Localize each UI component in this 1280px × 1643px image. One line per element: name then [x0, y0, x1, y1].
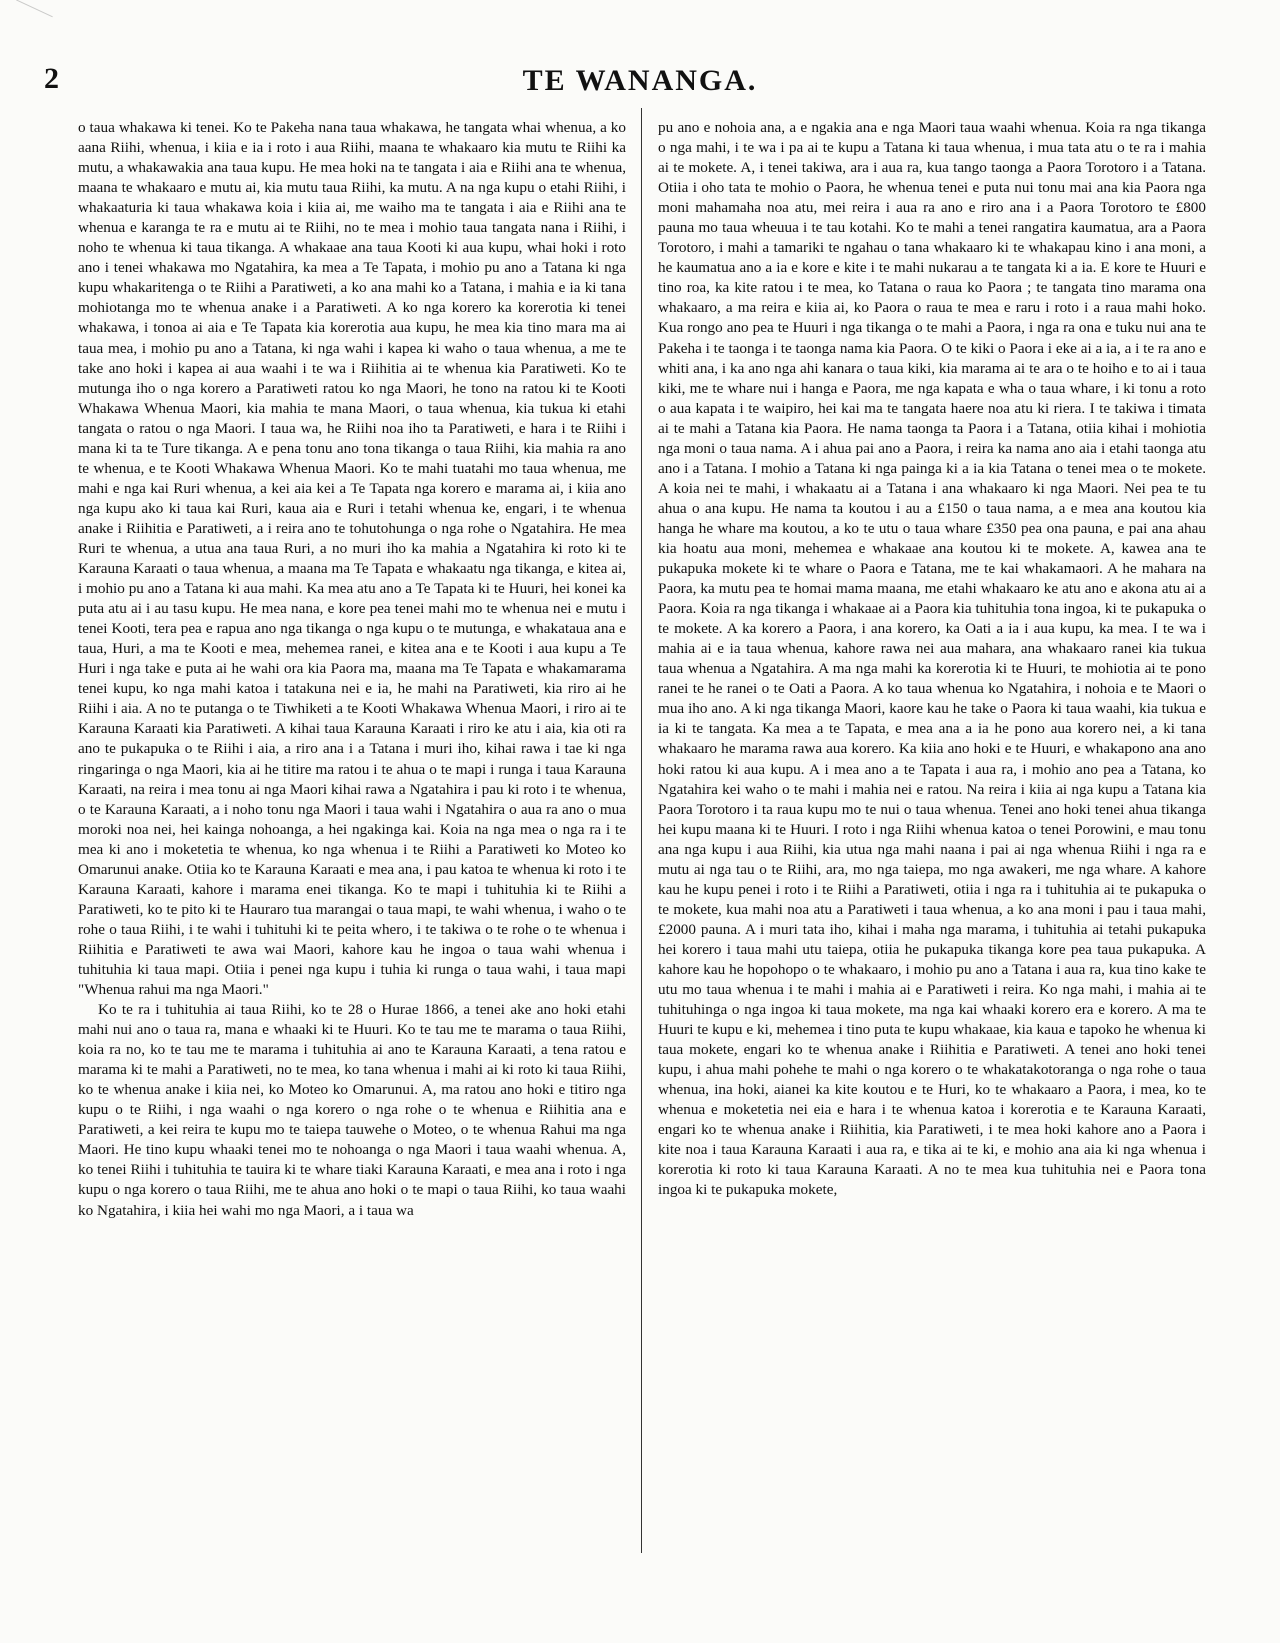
newspaper-title: TE WANANGA. — [522, 64, 758, 97]
page-corner-mark — [0, 0, 53, 54]
right-column — [658, 118, 1206, 1548]
left-paragraph: o taua whakawa ki tenei. Ko te Pakeha nana taua whakawa, he tangata whai whenua, a ko aana Riihi, whenua, i kiia e ia i roto i aua Riihi, maana te whakaaro kia mutu te Riihi ka mutu, a whakawakia ana taua kupu. He mea hoki na te tangata i aia e Riihi ana te whenua, maana te whakaaro e mutu ai, kia mutu taua Riihi, ka mutu. A na nga kupu o etahi Riihi, i whakaaturia ki taua whakawa koia i kiia ai, me waiho ma te tangata i aia e Riihi ana te whenua e karanga te ra e mutu ai te Riihi, no te mea i mohio taua tangata nana i Riihi, i noho te whenua ki taua tikanga. A whakaae ana taua Kooti ki aua kupu, whai hoki i roto ano i tenei whakawa mo Ngatahira, ka mea a Te Tapata, i mohio pu ano a Tatana ki nga kupu whakaritenga o te Riihi a Paratiweti, a ko ana mahi ko a Tatana, i mahia e ia ki tana mohiotanga mo te whenua anake i a Paratiweti. A ko nga korero ka korerotia ki tenei whakawa, i tonoa ai aia e Te Tapata kia korerotia aua kupu, he mea kia tino mara ma ai taua mea, i mohio pu ano a Tatana, ki nga wahi i kapea ki waho o taua whenua, a me te take ano hoki i kapea ai aua waahi i te wa i Riihitia ai te whenua kia Paratiweti. Ko te mutunga iho o nga korero a Paratiweti ratou ko nga Maori, he tono na ratou ki te Kooti Whakawa Whenua Maori, kia mahia te mana Maori, o taua whenua, kia tukua ki etahi tangata o ratou o nga Maori. I taua wa, he Riihi noa iho ta Paratiweti, e hara i te Riihi i mana ki ta te Ture tikanga. A e pena tonu ano tona tikanga o taua Riihi, kia mahia ra ano te whenua, e te Kooti Whakawa Whenua Maori. Ko te mahi tuatahi mo taua whenua, me mahi e nga kai Ruri whenua, a kei aia kei a Te Tapata nga korero e marama ai, i kiia ano nga kupu ako ki taua kai Ruri, kaua aia e Ruri i tetahi whenua ke, engari, i te whenua anake i Riihitia e Paratiweti, a i reira ano te tohutohunga o nga rohe o Ngatahira. He mea Ruri te whenua, a utua ana taua Ruri, a no muri iho ka mahia a Ngatahira ki roto ki te Karauna Karaati o taua whenua, a maana ma Te Tapata e whakaatu nga tikanga, e kitea ai, i mohio pu ano a Tatana ki aua mahi. Ka mea atu ano a Te Tapata ki te Huuri, hei konei ka puta atu ai i au tasu kupu. He mea nana, e kore pea tenei mahi mo te whenua nei e mutu i tenei Kooti, tera pea e rapua ano nga tikanga o nga kupu o te mutunga, e whakataua ana e taua, Huri, a ma te Kooti e mea, mehemea ranei, e kitea ana e te Kooti i aua kupu a Te Huri i nga take e puta ai he wahi ora kia Paora ma, maana ma Te Tapata e whakamarama tenei kupu, ko nga mahi katoa i tatakuna nei e ia, he mahi na Paratiweti, kia riro ai he Riihi i aia. A no te putanga o te Tiwhiketi a te Kooti Whakawa Whenua Maori, i riro ai te Karauna Karaati kia Paratiweti. A kihai taua Karauna Karaati i riro ke atu i aia, kia oti ra ano te pukapuka o te Riihi i aia, a riro ana i a Tatana i muri iho, kihai rawa i tae ki nga ringaringa o nga Maori, kia ai he titire ma ratou i te ahua o te mapi i runga i taua Karauna Karaati, na reira i mea tonu ai nga Maori kihai rawa a Ngatahira i pau ki roto i te whenua, o te Karauna Karaati, a i noho tonu nga Maori i taua wahi i Ngatahira o aua ra ano o mua moroki noa nei, hei kainga nohoanga, a hei ngakinga kai. Koia na nga mea o nga ra i te mea ki ano i moketetia te whenua, ko nga whenua i te Riihi a Paratiweti ko Moteo ko Omarunui anake. Otiia ko te Karauna Karaati e mea ana, i pau katoa te whenua ki roto i te Karauna Karaati, kahore i marama enei tikanga. Ko te mapi i tuhituhia ki te Riihi a Paratiweti, ko te pito ki te Hauraro tua marangai o taua mapi, te wahi whenua, i waho o te rohe o taua Riihi, i te wahi i tuhituhi ki te peita whero, i te takiwa o te rohe o te whenua i Riihitia e Paratiweti te awa wai Maori, kahore kau he ingoa o taua wahi whenua i tuhituhia ki taua mapi. Otiia i penei nga kupu i tuhia ki runga o taua wahi, i taua mapi "Whenua rahui ma nga Maori." — [78, 119, 626, 999]
left-column — [78, 118, 626, 1548]
right-paragraph: pu ano e nohoia ana, a e ngakia ana e nga Maori taua waahi whenua. Koia ra nga tikanga o nga mahi, i te wa i pa ai te kupu a Tatana ki taua whenua, i mua tata atu o te ra i mahia ai te mokete. A, i tenei takiwa, ara i aua ra, kua tango taonga a Paora Torotoro i a Tatana. Otiia i oho tata te mohio o Paora, he whenua tenei e puta nui tonu mai ana kia Paora nga moni mahamaha noa atu, mei reira i aua ra ano e riro ana i a Paora Torotoro te £800 pauna mo taua wheuua i te tau kotahi. Ko te mahi a tenei rangatira kaumatua, ara a Paora Torotoro, i mahi a tamariki te ngahau o tana whakaaro ki te whakapau kino i ana moni, a he kaumatua ano a ia e kore e kite i te mahi nukarau a te tangata ki a ia. E kore te Huuri e tino roa, ka kite ratou i te mea, ko Tatana o raua ko Paora ; te tangata tino marama ona whakaaro, a ma reira e kiia ai, ko Paora o raua te mea e raru i roto i a raua mahi hoko. Kua rongo ano pea te Huuri i nga tikanga o te mahi a Paora, i nga ra ona e tuku nui ana te Pakeha i te taonga i te taonga nama kia Paora. O te kiki o Paora i eke ai a ia, a i te ra ano e whiti ana, i ka ano nga ahi kanara o taua kiki, kia marama ai te ara o te hoiho e to ai i taua kiki, me te whare nui i hanga e Paora, me nga kapata e wha o taua whare, i ki tonu a roto o aua kapata i te waipiro, hei kai ma te tangata haere noa atu ki riera. I te takiwa i timata ai te mahi a Tatana kia Paora. He nama taonga ta Paora i a Tatana, otiia kihai i mohiotia nga moni o taua nama. A i ahua pai ano a Paora, i reira ka nama ano aia i etahi taonga atu ano i a Tatana. I mohio a Tatana ki nga painga ki a ia kia Tatana o tenei mea o te mokete. A koia nei te mahi, i whakaatu ai a Tatana i ana whakaaro ki nga Maori. Nei pea te tu ahua o ana kupu. He nama ta koutou i au a £150 o taua nama, a e mea ana koutou kia hanga he whare ma koutou, a ko te utu o taua whare £350 pea ona pauna, e pai ana ahau kia hoatu aua moni, mehemea e whakaae ana koutou ki te mokete. A, kawea ana te pukapuka mokete ki te whare o Paora e Tatana, me te kai whakamaori. A he mahara na Paora, ka mutu pea te homai mama maana, me etahi whakaaro ke atu ano e akona atu ai a Paora. Koia ra nga tikanga i whakaae ai a Paora kia tuhituhia tona ingoa, ki te pukapuka o te mokete. A ka korero a Paora, i ana korero, ka Oati a ia i aua kupu, ka mea. I te wa i mahia ai e ia taua whenua, kahore rawa nei aua mahara, ana whakaaro ranei kia tukua taua whenua a Ngatahira. A ma nga mahi ka korerotia ki te Huuri, te mohiotia ai te pono ranei te he ranei o te Oati a Paora. A ko taua whenua ko Ngatahira, i nohoia e te Maori o mua iho ano. A ki nga tikanga Maori, kaore kau he take o Paora ki taua waahi, kia tukua e ia ki te tangata. Ka mea a te Tapata, e mea ana a ia he pono aua korero nei, a ki tana whakaaro he marama rawa aua korero. Ka kiia ano hoki e te Huuri, e whakapono ana ano hoki ratou ki aua kupu. A i mea ano a te Tapata i aua ra, i mohio ano pea a Tatana, ko Ngatahira kei waho o te mahi i mahia nei e ratou. Na reira i kiia ai nga kupu a Tatana kia Paora Torotoro i ta raua kupu mo te nui o taua whenua. Tenei ano hoki tenei ahua tikanga hei kupu maana ki te Huuri. I roto i nga Riihi whenua katoa o tenei Porowini, e mau tonu ana nga kupu i aua Riihi, kia utua nga mahi naana i pai ai nga whenua Riihi i nga ra e mutu ai nga tau o te Riihi, ara, mo nga taiepa, mo nga awakeri, me nga whare. A kahore kau he kupu penei i roto i te Riihi a Paratiweti, otiia i nga ra i tuhituhia ai te pukapuka o te mokete, kua mahi noa atu a Paratiweti i taua whenua, a ko ana moni i pau i taua mahi, £2000 pauna. A i muri tata iho, kihai i maha nga marama, i tuhituhia ai tetahi pukapuka hei korero i taua mahi utu taiepa, otiia he pukapuka tikanga kore pea taua pukapuka. A kahore kau he hopohopo o te whakaaro, i mohio pu ano a Tatana i aua ra, kua tino kake te utu mo taua whenua i te mahi i mahia ai e Paratiweti i reira. Ko nga mahi, i mahia ai te tuhituhinga o nga ingoa ki taua mokete, ma nga kai whaaki korero era e korero. A ma te Huuri te kupu e ki, mehemea i tino puta te kupu whakaae, kia kaua e tapoko he whenua ki taua mokete, engari ko te whenua anake i Riihitia e Paratiweti. A tenei ano hoki tenei kupu, i ahua mahi pohehe te mahi o nga korero o te whakatakotoranga o nga rohe o taua whenua, ina hoki, aianei ka kite koutou e te Huri, ko te whakaaro a Paora, i mea, ko te whenua e moketetia nei eia e hara i te whenua katoa i korerotia e te Karauna Karaati, engari ko te whenua anake i Riihitia, kia Paratiweti, i te mea hoki kahore ano a Paora i kite noa i taua Karauna Karaati i aua ra, e tika ai te ki, e mohio ana aia ki nga whenua i korerotia ki roto ki taua Karauna Karaati. A no te mea kua tuhituhia nei e Paora tona ingoa ki te pukapuka mokete, — [658, 119, 1206, 1199]
page-number: 2 — [44, 62, 59, 95]
column-divider — [641, 108, 642, 1553]
left-paragraph: Ko te ra i tuhituhia ai taua Riihi, ko te 28 o Hurae 1866, a tenei ake ano hoki etahi mahi nui ano o taua ra, mana e whaaki ki te Huuri. Ko te tau me te marama o taua Riihi, koia ra no, ko te tau me te marama i tuhituhia ai ano te Karauna Karaati, a tena ratou e marama ki te mahi a Paratiweti, no te mea, ko tana whenua i mahi ai ki roto ki taua Riihi, ko te whenua anake i kiia nei, ko Moteo ko Omarunui. A, ma ratou ano hoki e titiro nga kupu o te Riihi, i nga waahi o nga korero o nga rohe o te whenua e Riihitia ana e Paratiweti, a kei reira te kupu mo te taiepa tauwehe o Moteo, o te whenua Rahui ma nga Maori. He tino kupu whaaki tenei mo te nohoanga o nga Maori i taua waahi whenua. A, ko tenei Riihi i tuhituhia te tauira ki te whare tiaki Karauna Karaati, e mea ana i roto i nga kupu o nga korero o taua Riihi, me te ahua ano hoki o te mapi o taua Riihi, ko taua waahi ko Ngatahira, i kiia hei wahi mo nga Maori, a i taua wa — [78, 1001, 626, 1219]
